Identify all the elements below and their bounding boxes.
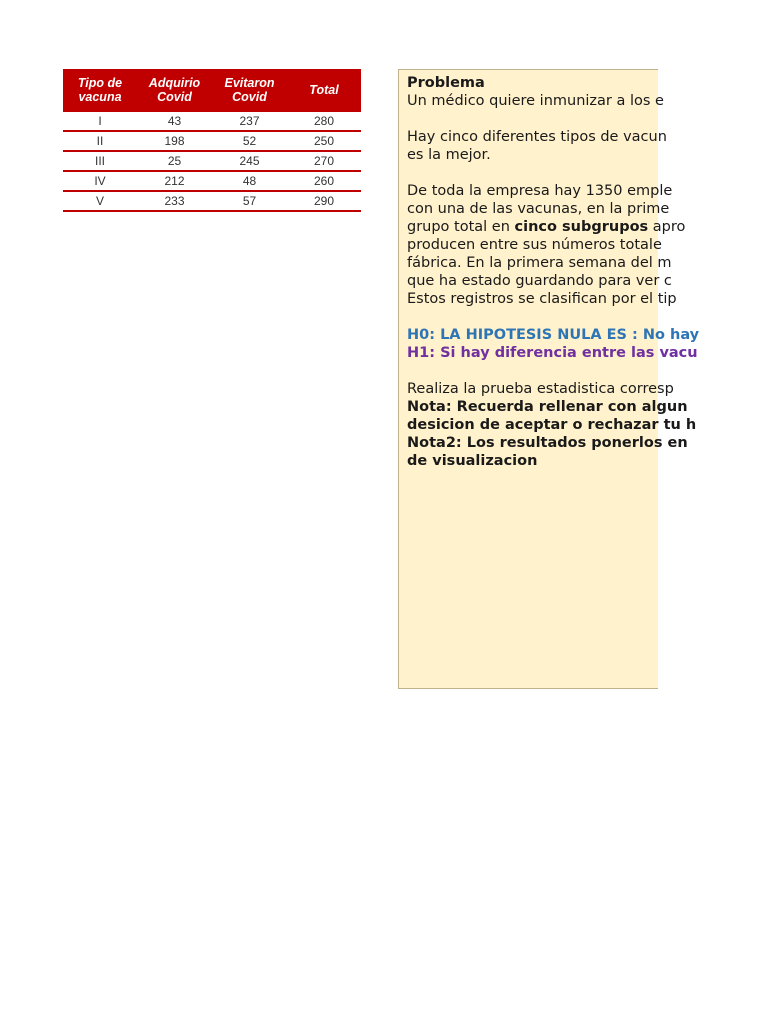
table-row	[63, 131, 361, 151]
cell-evitaron: 237	[212, 112, 287, 132]
problem-intro: Un médico quiere inmunizar a los e	[407, 93, 664, 109]
cell-evitaron: 48	[212, 171, 287, 191]
problem-paragraph-line: producen entre sus números totale	[407, 237, 662, 253]
note-line: desicion de aceptar o rechazar tu h	[407, 417, 697, 433]
header-tipo-vacuna: Tipo de vacuna	[63, 69, 137, 112]
cell-tipo: I	[63, 112, 137, 132]
header-evitaron-covid: Evitaron Covid	[212, 69, 287, 112]
cell-evitaron: 245	[212, 151, 287, 171]
problem-paragraph-line: con una de las vacunas, en la prime	[407, 201, 670, 217]
problem-paragraph-line: grupo total en cinco subgrupos apro	[407, 219, 686, 235]
cell-total: 260	[287, 171, 361, 191]
problem-text-box[interactable]	[398, 69, 700, 689]
header-adquirio-covid: Adquirio Covid	[137, 69, 212, 112]
table-header-row	[63, 69, 361, 112]
cell-evitaron: 52	[212, 131, 287, 151]
vaccine-table	[63, 69, 361, 212]
problem-paragraph-line: De toda la empresa hay 1350 emple	[407, 183, 673, 199]
note2-line: Nota2: Los resultados ponerlos en	[407, 435, 688, 451]
cell-adquirio: 198	[137, 131, 212, 151]
cell-tipo: III	[63, 151, 137, 171]
cell-adquirio: 212	[137, 171, 212, 191]
cell-total: 290	[287, 191, 361, 211]
cell-tipo: IV	[63, 171, 137, 191]
cell-tipo: II	[63, 131, 137, 151]
header-total: Total	[287, 69, 361, 112]
alternative-hypothesis: H1: Si hay diferencia entre las vacu	[407, 345, 698, 361]
table-row	[63, 112, 361, 132]
cell-total: 270	[287, 151, 361, 171]
cell-total: 250	[287, 131, 361, 151]
problem-paragraph-line: Estos registros se clasifican por el tip	[407, 291, 677, 307]
null-hypothesis: H0: LA HIPOTESIS NULA ES : No hay	[407, 327, 700, 343]
problem-paragraph-line: es la mejor.	[407, 147, 491, 163]
cell-adquirio: 43	[137, 112, 212, 132]
table-row	[63, 191, 361, 211]
problem-title: Problema	[407, 75, 485, 91]
cell-adquirio: 25	[137, 151, 212, 171]
problem-paragraph-line: Hay cinco diferentes tipos de vacun	[407, 129, 667, 145]
note2-line: de visualizacion	[407, 453, 538, 469]
problem-paragraph-line: fábrica. En la primera semana del m	[407, 255, 672, 271]
cell-adquirio: 233	[137, 191, 212, 211]
note-line: Nota: Recuerda rellenar con algun	[407, 399, 688, 415]
problem-paragraph-line: que ha estado guardando para ver c	[407, 273, 672, 289]
instruction-line: Realiza la prueba estadistica corresp	[407, 381, 674, 397]
subgroups-emphasis: cinco subgrupos	[514, 219, 649, 235]
table-row	[63, 171, 361, 191]
cell-tipo: V	[63, 191, 137, 211]
cell-evitaron: 57	[212, 191, 287, 211]
table-row	[63, 151, 361, 171]
cell-total: 280	[287, 112, 361, 132]
